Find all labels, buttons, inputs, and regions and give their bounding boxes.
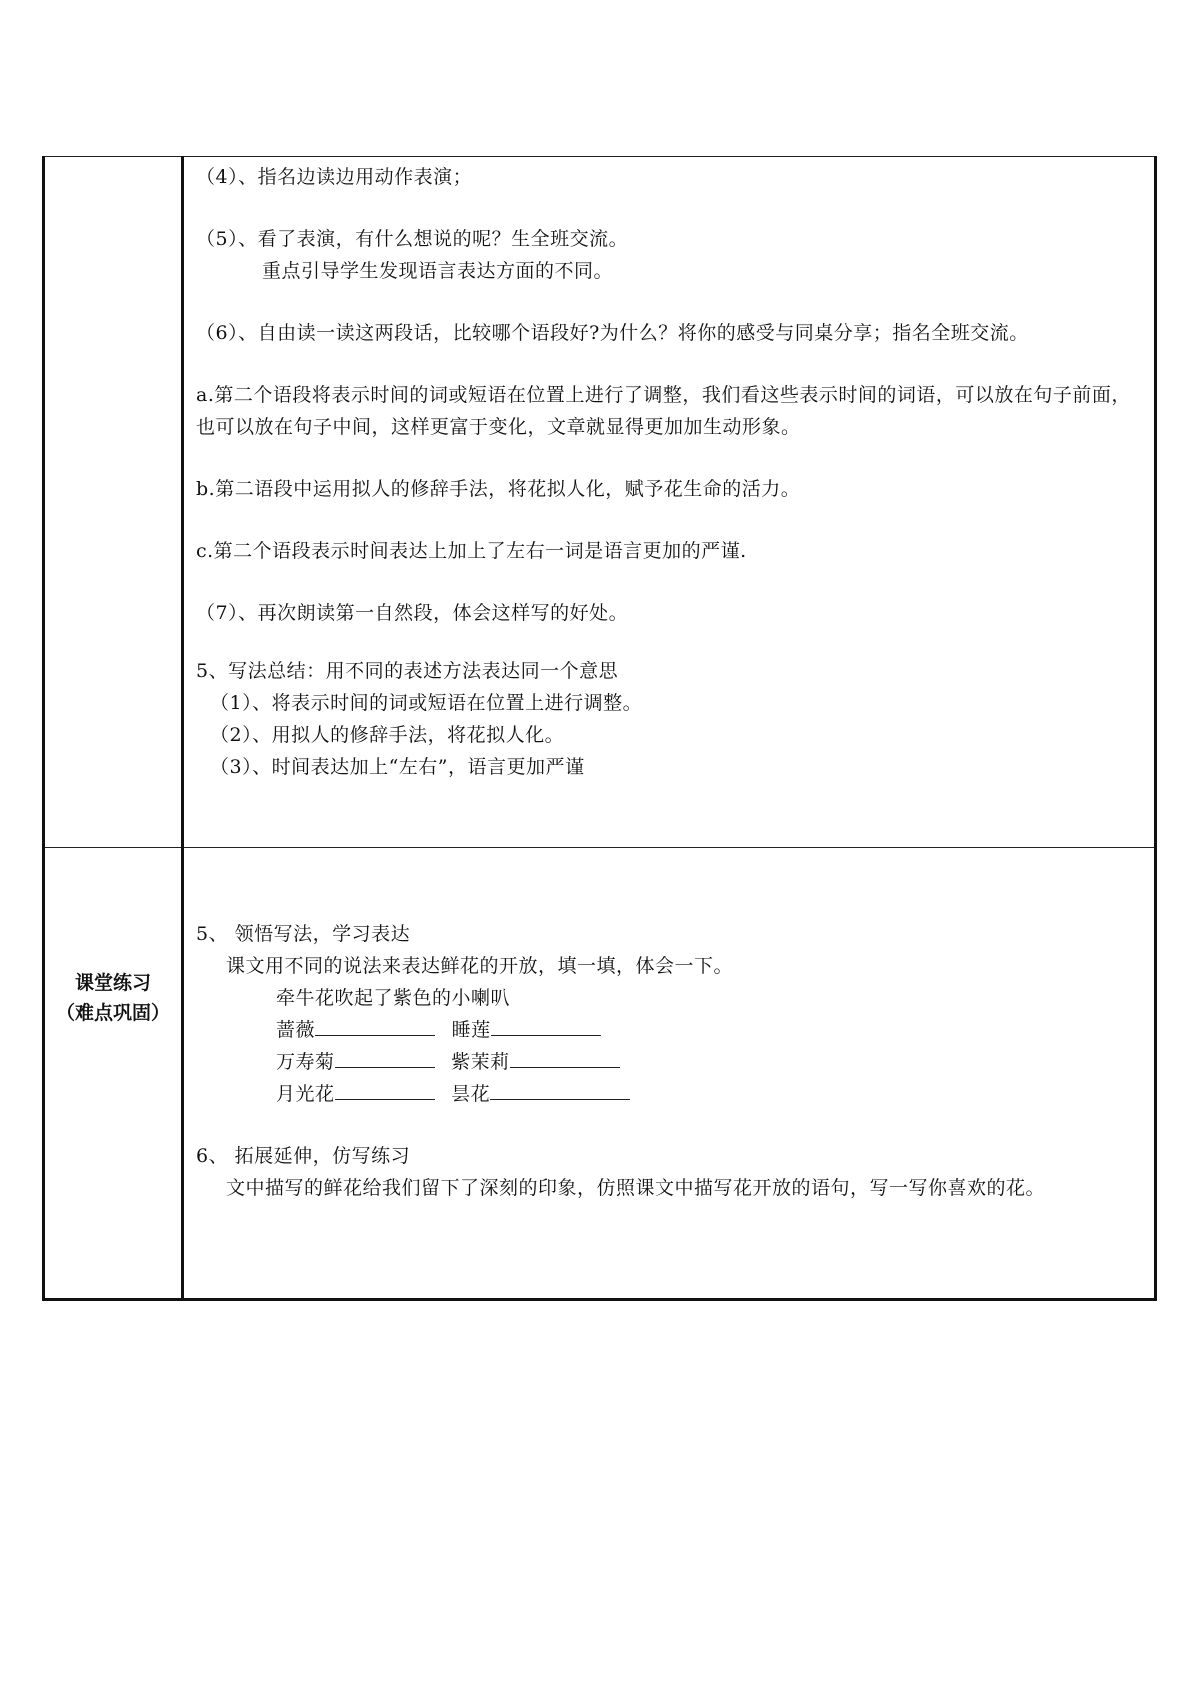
answer-blank[interactable]: [335, 1079, 435, 1100]
lesson-plan-table: [42, 156, 1157, 1301]
exercise-6-body: 文中描写的鲜花给我们留下了深刻的印象，仿照课文中描写花开放的语句，写一写你喜欢的花。: [226, 1177, 1046, 1199]
fill-row-2: [196, 1046, 1144, 1078]
row-label-cell: [44, 848, 183, 1300]
summary-item-2: （2）、用拟人的修辞手法，将花拟人化。: [210, 724, 565, 746]
fill-row-1: [196, 1014, 1144, 1046]
flower-label: 紫茉莉: [451, 1051, 510, 1073]
table-row: [44, 848, 1156, 1300]
row-label-cell: [44, 157, 183, 848]
flower-label: 蔷薇: [276, 1019, 316, 1041]
summary-title: 5、写法总结：用不同的表述方法表达同一个意思: [196, 660, 619, 682]
point-a-text: a.第二个语段将表示时间的词或短语在位置上进行了调整，我们看这些表示时间的词语，可以放在句子前面，也可以放在句子中间，这样更富于变化，文章就显得更加加生动形象。: [196, 384, 1131, 438]
row-label: [45, 157, 181, 847]
step-5-text: （5）、看了表演，有什么想说的呢？生全班交流。: [196, 228, 629, 250]
exercise-6-title: 6、 拓展延伸，仿写练习: [196, 1145, 411, 1167]
exercise-5-example: 牵牛花吹起了紫色的小喇叭: [276, 987, 511, 1009]
point-b-text: b.第二语段中运用拟人的修辞手法，将花拟人化，赋予花生命的活力。: [196, 478, 801, 500]
step-4-text: （4）、指名边读边用动作表演；: [196, 166, 473, 188]
flower-label: 万寿菊: [276, 1051, 335, 1073]
answer-blank[interactable]: [490, 1079, 630, 1100]
row-content-cell: [183, 848, 1156, 1300]
row-content-cell: [183, 157, 1156, 848]
point-c-text: c.第二个语段表示时间表达上加上了左右一词是语言更加的严谨.: [196, 540, 747, 562]
answer-blank[interactable]: [315, 1015, 435, 1036]
fill-row-3: [196, 1078, 1144, 1110]
summary-item-3: （3）、时间表达加上“左右”，语言更加严谨: [210, 756, 585, 778]
step-6-text: （6）、自由读一读这两段话，比较哪个语段好?为什么？将你的感受与同桌分享；指名全班交流。: [196, 322, 1029, 344]
table-row: [44, 157, 1156, 848]
exercise-5-intro: 课文用不同的说法来表达鲜花的开放，填一填，体会一下。: [226, 955, 734, 977]
answer-blank[interactable]: [491, 1015, 601, 1036]
flower-label: 昙花: [451, 1083, 491, 1105]
row-label-line2: （难点巩固）: [55, 1002, 170, 1024]
flower-label: 月光花: [276, 1083, 335, 1105]
exercise-5-title: 5、 领悟写法，学习表达: [196, 923, 411, 945]
answer-blank[interactable]: [335, 1047, 435, 1068]
step-7-text: （7）、再次朗读第一自然段，体会这样写的好处。: [196, 602, 629, 624]
summary-item-1: （1）、将表示时间的词或短语在位置上进行调整。: [210, 692, 643, 714]
answer-blank[interactable]: [510, 1047, 620, 1068]
flower-label: 睡莲: [451, 1019, 491, 1041]
row-label-line1: 课堂练习: [74, 972, 151, 994]
step-5-note: 重点引导学生发现语言表达方面的不同。: [262, 260, 614, 282]
